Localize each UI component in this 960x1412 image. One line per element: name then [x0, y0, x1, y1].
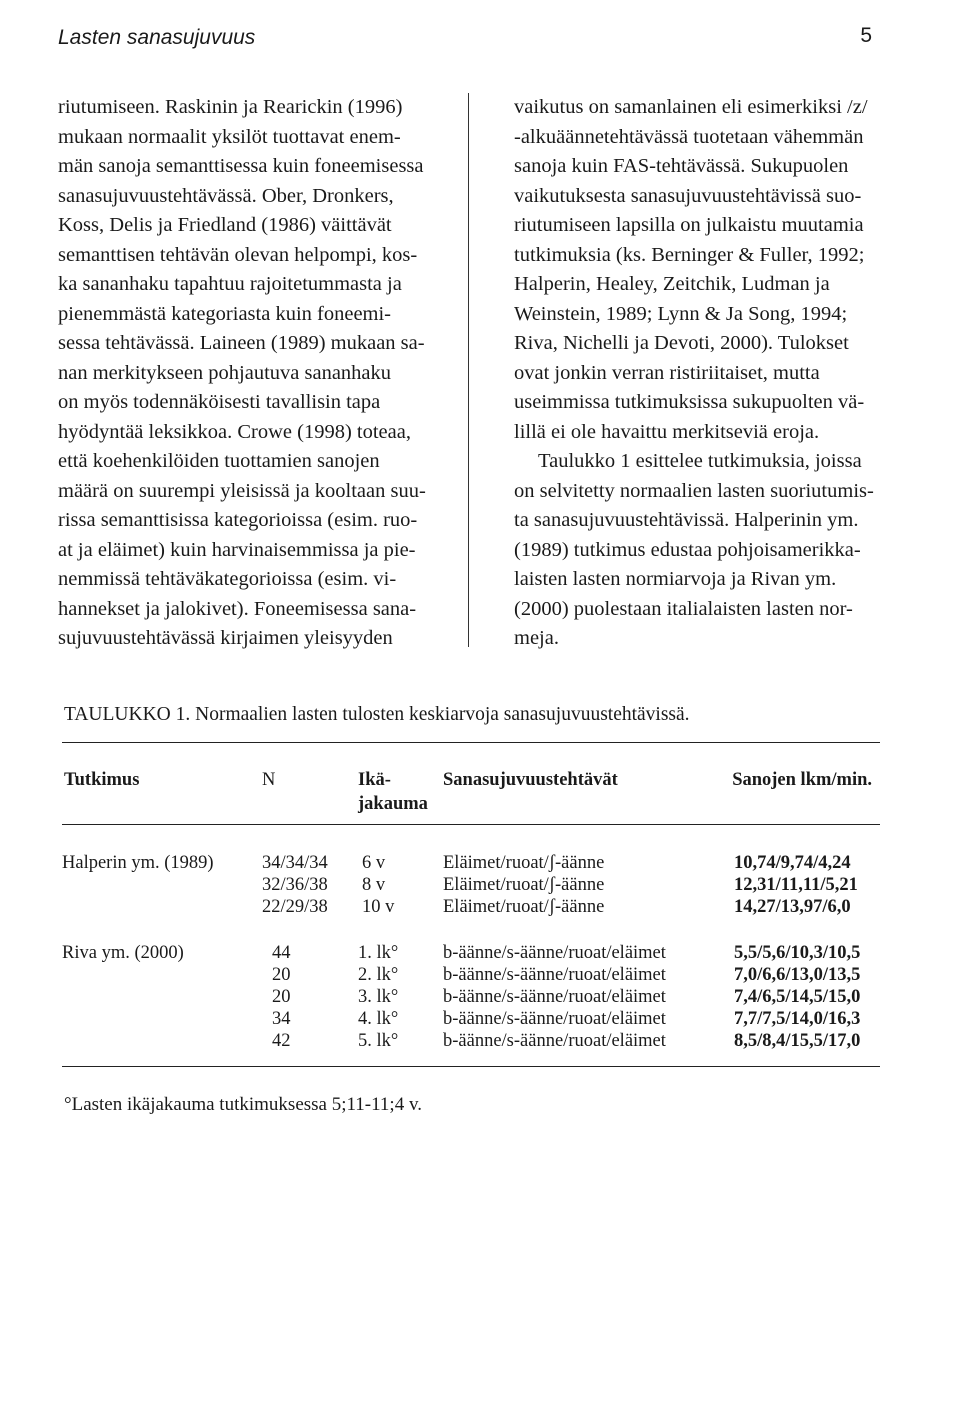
text-line: Riva, Nichelli ja Devoti, 2000). Tulokset — [514, 332, 849, 354]
page-number: 5 — [860, 24, 872, 47]
cell-tasks: b-äänne/s-äänne/ruoat/eläimet — [443, 965, 666, 985]
text-line: (1989) tutkimus edustaa pohjoisamerikka- — [514, 538, 861, 561]
text-line: meja. — [514, 627, 559, 649]
cell-values: 5,5/5,6/10,3/10,5 — [734, 943, 861, 963]
text-line: Halperin, Healey, Zeitchik, Ludman ja — [514, 273, 830, 295]
header-study: Tutkimus — [64, 770, 140, 790]
text-line: (2000) puolestaan italialaisten lasten nor- — [514, 597, 853, 620]
text-line: semanttisen tehtävän olevan helpompi, kos- — [58, 243, 418, 266]
cell-values: 12,31/11,11/5,21 — [734, 875, 858, 895]
text-line: mukaan normaalit yksilöt tuottavat enem- — [58, 125, 401, 148]
cell-age: 5. lk° — [358, 1031, 399, 1051]
header-age-line2: jakauma — [358, 794, 428, 814]
table-bottom-rule — [62, 1066, 880, 1067]
column-divider — [468, 93, 469, 647]
cell-tasks: b-äänne/s-äänne/ruoat/eläimet — [443, 1009, 666, 1029]
left-text-column — [58, 93, 426, 654]
text-line: Weinstein, 1989; Lynn & Ja Song, 1994; — [514, 302, 848, 325]
text-line: at ja eläimet) kuin harvinaisemmissa ja pie- — [58, 538, 416, 561]
text-line: riutumiseen. Raskinin ja Rearickin (1996) — [58, 96, 403, 118]
cell-n: 20 — [272, 987, 291, 1007]
cell-study: Riva ym. (2000) — [62, 943, 184, 963]
text-line: -alkuäännetehtävässä tuotetaan vähemmän — [514, 125, 864, 148]
text-line: määrä on suurempi yleisissä ja kooltaan suu- — [58, 479, 426, 502]
text-line: ka sananhaku tapahtuu rajoitetummasta ja — [58, 273, 402, 295]
text-line: sujuvuustehtävässä kirjaimen yleisyyden — [58, 627, 393, 649]
cell-age: 1. lk° — [358, 943, 399, 963]
cell-age: 4. lk° — [358, 1009, 399, 1029]
text-line: laisten lasten normiarvoja ja Rivan ym. — [514, 568, 837, 590]
text-line: pienemmästä kategoriasta kuin foneemi- — [58, 302, 392, 325]
text-line: nan merkitykseen pohjautuva sananhaku — [58, 361, 392, 384]
text-line: lillä ei ole havaittu merkitseviä eroja. — [514, 420, 820, 443]
cell-study: Halperin ym. (1989) — [62, 853, 214, 873]
text-line: on myös todennäköisesti tavallisin tapa — [58, 391, 381, 413]
cell-tasks: Eläimet/ruoat/ʃ-äänne — [443, 875, 605, 895]
cell-age: 8 v — [362, 875, 386, 895]
cell-n: 44 — [272, 943, 291, 963]
table-caption: TAULUKKO 1. Normaalien lasten tulosten keskiarvoja sanasujuvuustehtävissä. — [64, 704, 690, 725]
cell-values: 7,0/6,6/13,0/13,5 — [734, 965, 861, 985]
table-top-rule — [62, 742, 880, 743]
text-line: Koss, Delis ja Friedland (1986) väittävät — [58, 214, 392, 236]
text-line: sanoja kuin FAS-tehtävässä. Sukupuolen — [514, 155, 849, 177]
text-line: useimmissa tutkimuksissa sukupuolten vä- — [514, 391, 865, 413]
cell-values: 7,7/7,5/14,0/16,3 — [734, 1009, 861, 1029]
cell-n: 34 — [272, 1009, 291, 1029]
header-words: Sanojen lkm/min. — [732, 770, 872, 790]
cell-tasks: b-äänne/s-äänne/ruoat/eläimet — [443, 943, 666, 963]
cell-n: 42 — [272, 1031, 291, 1051]
text-line: hyödyntää leksikkoa. Crowe (1998) toteaa, — [58, 420, 411, 443]
text-line: on selvitetty normaalien lasten suoriutumis- — [514, 479, 874, 502]
text-line: vaikutus on samanlainen eli esimerkiksi /z/ — [514, 96, 868, 118]
right-text-column — [514, 93, 880, 654]
cell-age: 3. lk° — [358, 987, 399, 1007]
text-line: ta sanasujuvuustehtävissä. Halperinin ym. — [514, 509, 859, 531]
text-line: sessa tehtävässä. Laineen (1989) mukaan sa- — [58, 332, 425, 354]
cell-tasks: b-äänne/s-äänne/ruoat/eläimet — [443, 987, 666, 1007]
cell-values: 14,27/13,97/6,0 — [734, 897, 851, 917]
table-header-rule — [62, 824, 880, 825]
text-line: riutumiseen lapsilla on julkaistu muutamia — [514, 214, 864, 236]
text-line: tutkimuksia (ks. Berninger & Fuller, 1992; — [514, 243, 865, 266]
text-line: hannekset ja jalokivet). Foneemisessa sana- — [58, 597, 417, 620]
cell-values: 7,4/6,5/14,5/15,0 — [734, 987, 861, 1007]
cell-n: 22/29/38 — [262, 897, 328, 917]
cell-age: 2. lk° — [358, 965, 399, 985]
text-line: Taulukko 1 esittelee tutkimuksia, joissa — [538, 450, 862, 472]
cell-n: 34/34/34 — [262, 853, 328, 873]
text-line: rissa semanttisissa kategorioissa (esim. ruo- — [58, 509, 418, 531]
cell-n: 20 — [272, 965, 291, 985]
header-n: N — [262, 770, 276, 790]
cell-values: 10,74/9,74/4,24 — [734, 853, 851, 873]
running-head: Lasten sanasujuvuus — [58, 26, 256, 49]
cell-tasks: b-äänne/s-äänne/ruoat/eläimet — [443, 1031, 666, 1051]
cell-tasks: Eläimet/ruoat/ʃ-äänne — [443, 853, 605, 873]
header-age-line1: Ikä- — [358, 770, 391, 790]
table-footnote: °Lasten ikäjakauma tutkimuksessa 5;11-11;4 v. — [64, 1094, 422, 1115]
text-line: män sanoja semanttisessa kuin foneemisessa — [58, 155, 424, 177]
cell-tasks: Eläimet/ruoat/ʃ-äänne — [443, 897, 605, 917]
cell-age: 10 v — [362, 897, 395, 917]
cell-n: 32/36/38 — [262, 875, 328, 895]
text-line: ovat jonkin verran ristiriitaiset, mutta — [514, 361, 820, 384]
text-line: sanasujuvuustehtävässä. Ober, Dronkers, — [58, 184, 394, 207]
text-line: nemmissä tehtäväkategorioissa (esim. vi- — [58, 568, 397, 590]
text-line: vaikutuksesta sanasujuvuustehtävissä suo- — [514, 184, 862, 207]
header-tasks: Sanasujuvuustehtävät — [443, 770, 618, 790]
cell-values: 8,5/8,4/15,5/17,0 — [734, 1031, 861, 1051]
text-line: että koehenkilöiden tuottamien sanojen — [58, 450, 380, 472]
cell-age: 6 v — [362, 853, 386, 873]
